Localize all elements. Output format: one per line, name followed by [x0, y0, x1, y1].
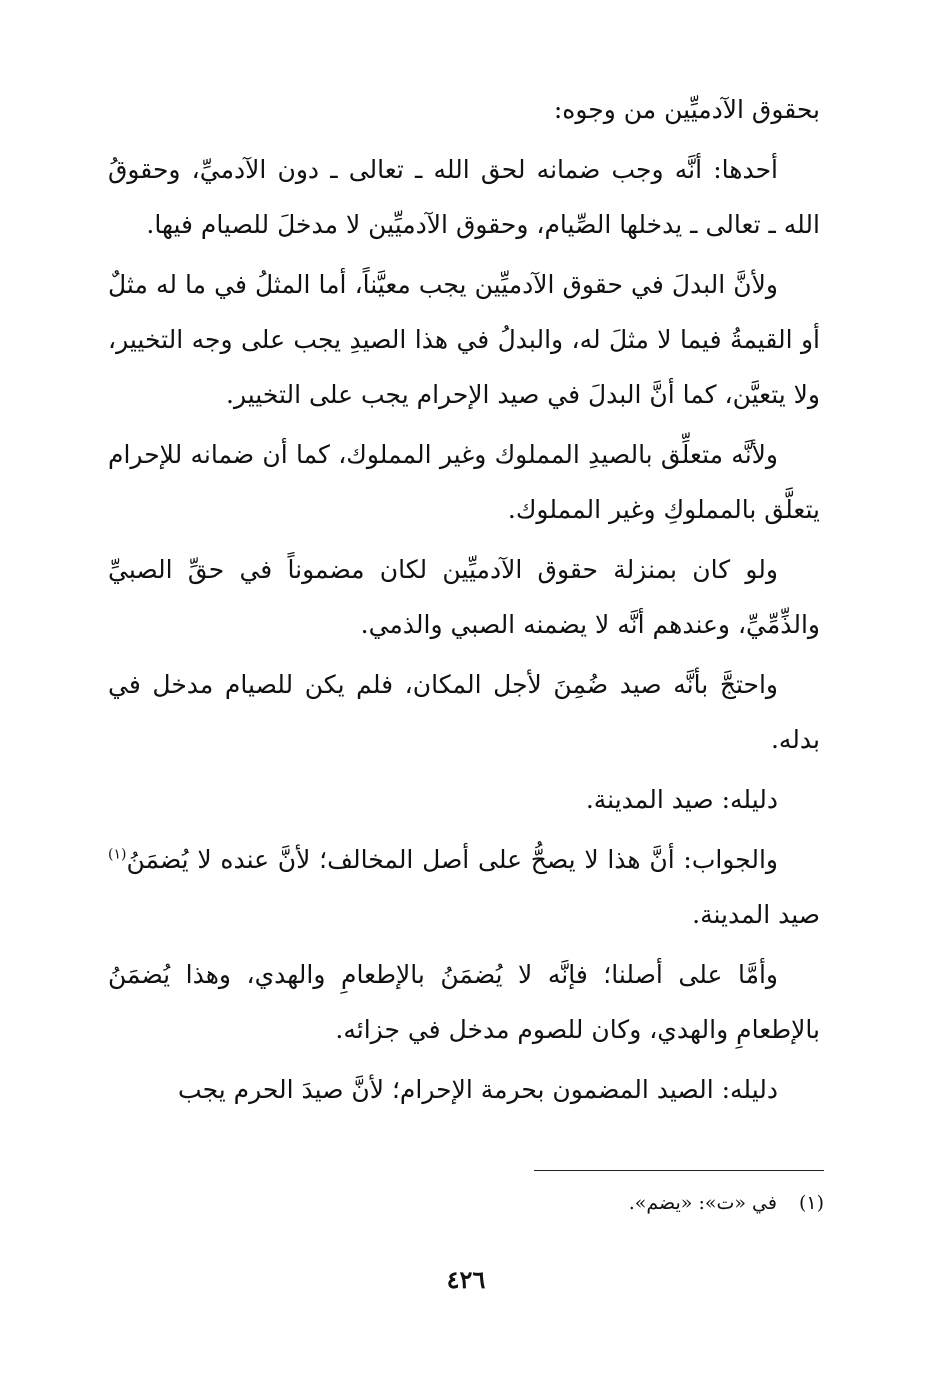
footnote-text: في «ت»: «يضم». — [628, 1192, 777, 1214]
paragraph-9: وأمَّا على أصلنا؛ فإنَّه لا يُضمَنُ بالإطعامِ والهدي، وهذا يُضمَنُ بالإطعامِ والهدي، وكان للصوم مدخل في جزائه. — [108, 960, 820, 1044]
footnote-divider — [534, 1170, 824, 1171]
paragraph-2: أحدها: أنَّه وجب ضمانه لحق الله ـ تعالى ـ دون الآدميِّ، وحقوقُ الله ـ تعالى ـ يدخلها الصِّيام، وحقوق الآدميِّين لا مدخلَ للصيام فيها. — [108, 155, 820, 239]
paragraph-1: بحقوق الآدميِّين من وجوه: — [553, 95, 820, 124]
footnote-number: (١) — [798, 1192, 824, 1214]
paragraph-10: دليله: الصيد المضمون بحرمة الإحرام؛ لأنَّ صيدَ الحرم يجب — [178, 1075, 778, 1104]
paragraph-4: ولأنَّه متعلِّق بالصيدِ المملوك وغير المملوك، كما أن ضمانه للإحرام يتعلَّق بالمملوكِ وغير المملوك. — [108, 440, 820, 524]
page-number: ٤٢٦ — [446, 1265, 486, 1294]
paragraph-5: ولو كان بمنزلة حقوق الآدميِّين لكان مضموناً في حقِّ الصبيِّ والذِّمِّيِّ، وعندهم أنَّه لا يضمنه الصبي والذمي. — [108, 555, 820, 639]
paragraph-8: والجواب: أنَّ هذا لا يصحُّ على أصل المخالف؛ لأنَّ عنده لا يُضمَنُ$^{(١)}$ صيد المدينة. — [108, 845, 820, 929]
footnote-reference[interactable]: (١) — [108, 846, 127, 863]
footnote — [108, 1186, 824, 1220]
paragraph-7: دليله: صيد المدينة. — [585, 785, 778, 814]
paragraph-3: ولأنَّ البدلَ في حقوق الآدميِّين يجب معيَّناً، أما المثلُ في ما له مثلٌ أو القيمةُ فيما لا مثلَ له، والبدلُ في هذا الصيدِ يجب على وجه التخيير، ولا يتعيَّن، كما أنَّ البدلَ في صيد الإحرام يجب على التخيير. — [108, 270, 820, 409]
paragraph-6: واحتجَّ بأنَّه صيد ضُمِنَ لأجل المكان، فلم يكن للصيام مدخل في بدله. — [108, 670, 820, 754]
main-text — [108, 82, 820, 1122]
